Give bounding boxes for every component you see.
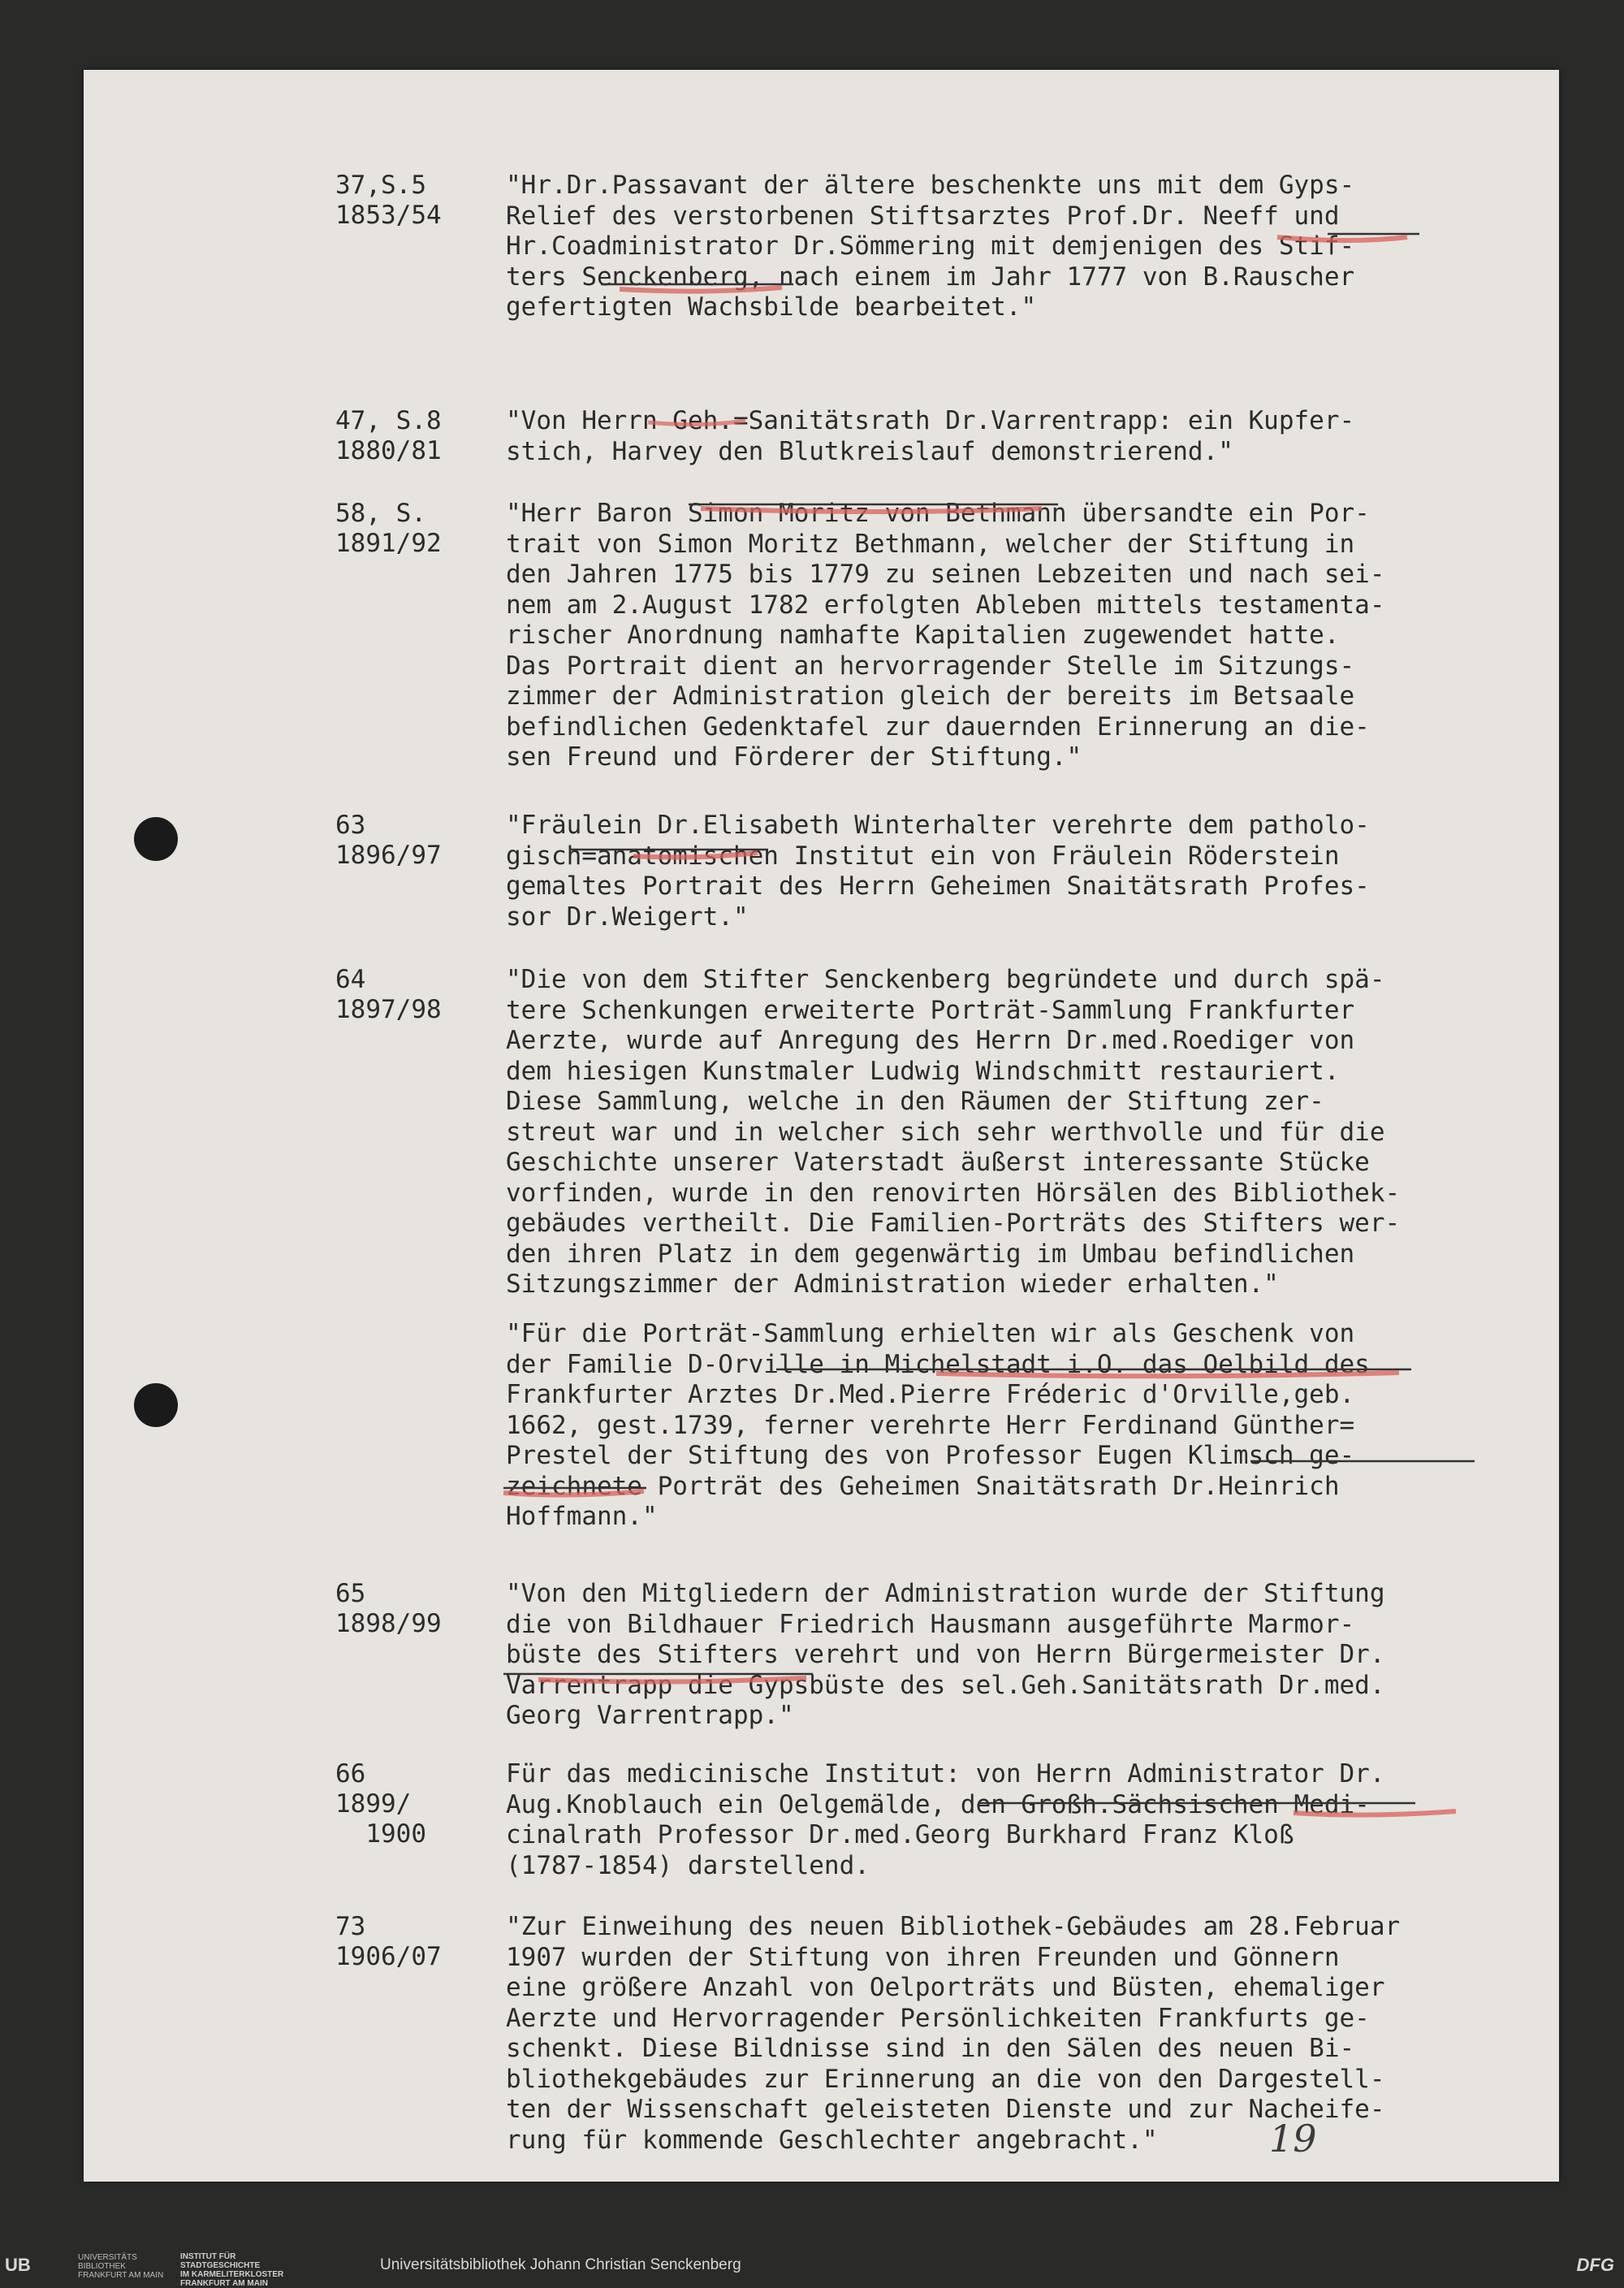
reference-line: 1899/	[335, 1789, 412, 1819]
red-pencil-mark	[503, 1491, 644, 1495]
text-line: die von Bildhauer Friedrich Hausmann ausgeführte Marmor-	[506, 1609, 1355, 1639]
reference-line: 1900	[335, 1819, 426, 1849]
reference-line: 63	[335, 811, 366, 840]
text-line: cinalrath Professor Dr.med.Georg Burkhard Franz Kloß	[506, 1820, 1294, 1849]
dfg-logo[interactable]: DFG	[1576, 2255, 1614, 2275]
ub-logo[interactable]: UB	[5, 2255, 31, 2275]
text-line: den Jahren 1775 bis 1779 zu seinen Lebzeiten und nach sei-	[506, 560, 1385, 589]
text-line: gefertigten Wachsbilde bearbeitet."	[506, 292, 1037, 322]
reference-line: 1880/81	[335, 436, 442, 465]
text-line: Aerzte, wurde auf Anregung des Herrn Dr.med.Roediger von	[506, 1026, 1355, 1055]
reference-line: 1891/92	[335, 529, 442, 558]
red-pencil-mark	[1277, 237, 1407, 240]
annotation-marks	[84, 70, 1559, 2182]
text-line: ters Senckenberg, nach einem im Jahr 1777 von B.Rauscher	[506, 262, 1355, 292]
reference-line: 1897/98	[335, 995, 442, 1024]
text-line: "Für die Porträt-Sammlung erhielten wir als Geschenk von	[506, 1319, 1355, 1348]
text-line: ten der Wissenschaft geleisteten Dienste und zur Nacheife-	[506, 2095, 1385, 2124]
text-line: "Hr.Dr.Passavant der ältere beschenkte uns mit dem Gyps-	[506, 171, 1355, 200]
reference-line: 73	[335, 1912, 366, 1941]
text-line: "Zur Einweihung des neuen Bibliothek-Gebäudes am 28.Februar	[506, 1912, 1401, 1941]
text-line: sen Freund und Förderer der Stiftung."	[506, 742, 1082, 772]
text-line: trait von Simon Moritz Bethmann, welcher der Stiftung in	[506, 529, 1355, 559]
text-line: streut war und in welcher sich sehr werthvolle und für die	[506, 1117, 1385, 1147]
text-line: Prestel der Stiftung des von Professor Eugen Klimsch ge-	[506, 1441, 1355, 1470]
footer-bar	[0, 2245, 1624, 2288]
text-line: der Familie D-Orville in Michelstadt i.O. das Oelbild des	[506, 1349, 1370, 1379]
reference-line: 66	[335, 1759, 366, 1788]
text-line: bliothekgebäudes zur Erinnerung an die von den Dargestell-	[506, 2064, 1385, 2094]
reference-line: 1906/07	[335, 1942, 442, 1971]
red-pencil-mark	[1294, 1811, 1456, 1815]
text-line: Varrentrapp die Gypsbüste des sel.Geh.Sanitätsrath Dr.med.	[506, 1670, 1385, 1700]
reference-line: 65	[335, 1579, 366, 1608]
text-line: Sitzungszimmer der Administration wieder erhalten."	[506, 1269, 1279, 1299]
document-page	[84, 70, 1559, 2182]
text-line: stich, Harvey den Blutkreislauf demonstrierend."	[506, 436, 1233, 466]
text-line: 1907 wurden der Stiftung von ihren Freunden und Gönnern	[506, 1942, 1340, 1972]
text-line: "Herr Baron Simon Moritz von Bethmann übersandte ein Por-	[506, 499, 1370, 528]
red-pencil-mark	[936, 1373, 1399, 1376]
red-pencil-mark	[633, 853, 758, 857]
text-line: Das Portrait dient an hervorragender Stelle im Sitzungs-	[506, 651, 1355, 681]
text-line: "Von Herrn Geh.=Sanitätsrath Dr.Varrentrapp: ein Kupfer-	[506, 406, 1355, 435]
text-line: Aerzte und Hervorragender Persönlichkeiten Frankfurts ge-	[506, 2003, 1370, 2033]
text-line: befindlichen Gedenktafel zur dauernden Erinnerung an die-	[506, 711, 1370, 742]
text-line: gisch=anatomischen Institut ein von Fräulein Röderstein	[506, 841, 1340, 871]
text-line: "Die von dem Stifter Senckenberg begründete und durch spä-	[506, 965, 1385, 994]
text-line: zimmer der Administration gleich der bereits im Betsaale	[506, 681, 1355, 711]
text-line: "Von den Mitgliedern der Administration wurde der Stiftung	[506, 1579, 1385, 1608]
red-pencil-mark	[701, 508, 1042, 512]
text-line: den ihren Platz in dem gegenwärtig im Umbau befindlichen	[506, 1239, 1355, 1269]
text-line: Diese Sammlung, welche in den Räumen der Stiftung zer-	[506, 1087, 1324, 1116]
ub-logo-subtitle: UNIVERSITÄTS BIBLIOTHEK FRANKFURT AM MAIN	[78, 2253, 164, 2280]
text-line: vorfinden, wurde in den renovirten Hörsälen des Bibliothek-	[506, 1178, 1401, 1208]
page-number: 19	[1269, 2117, 1317, 2160]
reference-line: 58, S.	[335, 499, 426, 528]
text-line: Geschichte unserer Vaterstadt äußerst interessante Stücke	[506, 1148, 1370, 1177]
text-line: rung für kommende Geschlechter angebracht."	[506, 2125, 1158, 2155]
text-line: sor Dr.Weigert."	[506, 902, 749, 932]
reference-line: 1898/99	[335, 1609, 442, 1638]
text-line: "Fräulein Dr.Elisabeth Winterhalter verehrte dem patholo-	[506, 811, 1370, 840]
reference-line: 1853/54	[335, 201, 442, 230]
reference-line: 64	[335, 965, 366, 994]
text-line: eine größere Anzahl von Oelporträts und Büsten, ehemaliger	[506, 1973, 1385, 2002]
red-pencil-mark	[648, 421, 745, 425]
text-line: Hoffmann."	[506, 1502, 658, 1531]
text-line: 1662, gest.1739, ferner verehrte Herr Ferdinand Günther=	[506, 1410, 1355, 1440]
text-line: Für das medicinische Institut: von Herrn Administrator Dr.	[506, 1759, 1385, 1788]
text-line: gebäudes vertheilt. Die Familien-Porträts des Stifters wer-	[506, 1209, 1401, 1238]
text-line: Aug.Knoblauch ein Oelgemälde, den Großh.Sächsischen Medi-	[506, 1789, 1370, 1819]
text-line: (1787-1854) darstellend.	[506, 1850, 870, 1880]
reference-line: 1896/97	[335, 841, 442, 870]
red-pencil-mark	[620, 288, 782, 292]
text-line: dem hiesigen Kunstmaler Ludwig Windschmitt restauriert.	[506, 1056, 1340, 1086]
red-pencil-mark	[538, 1678, 806, 1682]
text-line: Georg Varrentrapp."	[506, 1701, 794, 1730]
text-line: Frankfurter Arztes Dr.Med.Pierre Fréderic d'Orville,geb.	[506, 1380, 1355, 1409]
institut-logo[interactable]: INSTITUT FÜR STADTGESCHICHTE IM KARMELITERKLOSTER FRANKFURT AM MAIN	[180, 2252, 284, 2288]
text-line: rischer Anordnung namhafte Kapitalien zugewendet hatte.	[506, 621, 1340, 650]
text-line: Relief des verstorbenen Stiftsarztes Prof.Dr. Neeff und	[506, 201, 1340, 231]
text-line: Hr.Coadministrator Dr.Sömmering mit demjenigen des Stif-	[506, 231, 1355, 261]
text-line: zeichnete Porträt des Geheimen Snaitätsrath Dr.Heinrich	[506, 1471, 1340, 1501]
reference-line: 37,S.5	[335, 171, 426, 200]
library-name: Universitätsbibliothek Johann Christian Senckenberg	[380, 2256, 741, 2273]
text-line: büste des Stifters verehrt und von Herrn Bürgermeister Dr.	[506, 1640, 1385, 1669]
text-line: gemaltes Portrait des Herrn Geheimen Snaitätsrath Profes-	[506, 872, 1370, 901]
text-line: tere Schenkungen erweiterte Porträt-Sammlung Frankfurter	[506, 995, 1355, 1025]
reference-line: 47, S.8	[335, 406, 442, 435]
text-line: nem am 2.August 1782 erfolgten Ableben mittels testamenta-	[506, 590, 1385, 620]
text-line: schenkt. Diese Bildnisse sind in den Sälen des neuen Bi-	[506, 2034, 1355, 2063]
